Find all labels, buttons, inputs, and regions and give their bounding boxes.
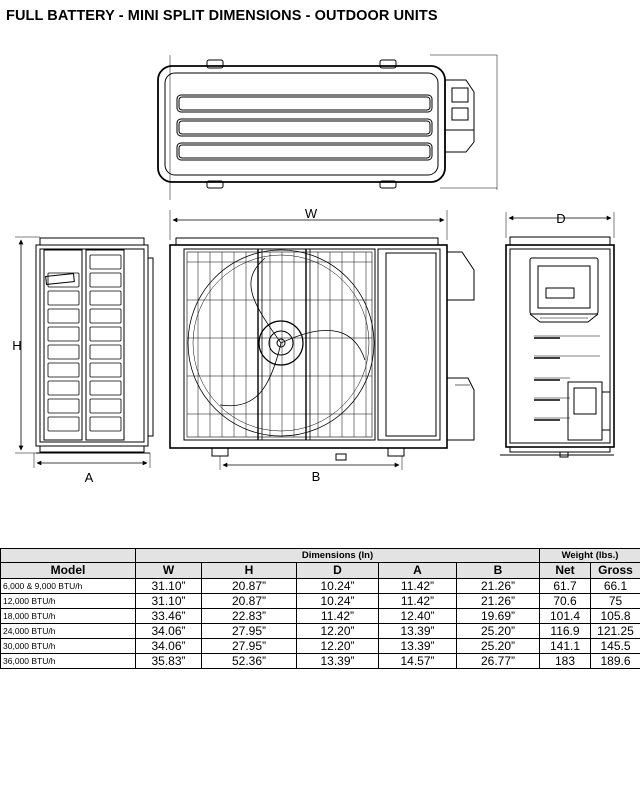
cell-a: 11.42”	[379, 594, 457, 609]
table-row	[1, 579, 640, 594]
dimensions-table	[0, 548, 640, 669]
cell-h: 27.95”	[202, 624, 297, 639]
cell-net: 61.7	[540, 579, 591, 594]
cell-net: 70.6	[540, 594, 591, 609]
dim-label-w: W	[304, 206, 318, 221]
cell-b: 21.26”	[457, 594, 540, 609]
cell-d: 12.20”	[297, 639, 379, 654]
column-header-b: B	[457, 563, 540, 579]
dim-label-h: H	[12, 338, 22, 353]
cell-a: 13.39”	[379, 624, 457, 639]
cell-model: 36,000 BTU/h	[1, 654, 136, 669]
column-header-h: H	[202, 563, 297, 579]
cell-w: 35.83”	[136, 654, 202, 669]
cell-d: 11.42”	[297, 609, 379, 624]
cell-gross: 145.5	[591, 639, 640, 654]
right-side-view	[500, 212, 614, 457]
cell-model: 24,000 BTU/h	[1, 624, 136, 639]
cell-b: 21.26”	[457, 579, 540, 594]
cell-model: 30,000 BTU/h	[1, 639, 136, 654]
cell-b: 19.69”	[457, 609, 540, 624]
cell-h: 52.36”	[202, 654, 297, 669]
cell-b: 25.20”	[457, 639, 540, 654]
table-row	[1, 624, 640, 639]
cell-a: 13.39”	[379, 639, 457, 654]
cell-net: 101.4	[540, 609, 591, 624]
left-side-view	[15, 237, 153, 468]
table-row	[1, 654, 640, 669]
cell-h: 27.95”	[202, 639, 297, 654]
cell-net: 183	[540, 654, 591, 669]
table-corner	[1, 549, 136, 563]
cell-h: 22.83”	[202, 609, 297, 624]
cell-gross: 75	[591, 594, 640, 609]
cell-b: 26.77”	[457, 654, 540, 669]
cell-w: 33.46”	[136, 609, 202, 624]
cell-d: 13.39”	[297, 654, 379, 669]
cell-gross: 66.1	[591, 579, 640, 594]
page-title: FULL BATTERY - MINI SPLIT DIMENSIONS - OUTDOOR UNITS	[6, 8, 438, 24]
table-row	[1, 609, 640, 624]
cell-net: 141.1	[540, 639, 591, 654]
cell-model: 12,000 BTU/h	[1, 594, 136, 609]
table-row	[1, 594, 640, 609]
dim-label-b: B	[311, 469, 321, 484]
cell-net: 116.9	[540, 624, 591, 639]
column-header-w: W	[136, 563, 202, 579]
column-header-d: D	[297, 563, 379, 579]
cell-h: 20.87”	[202, 579, 297, 594]
column-header-model: Model	[1, 563, 136, 579]
cell-a: 14.57”	[379, 654, 457, 669]
cell-d: 10.24”	[297, 594, 379, 609]
cell-d: 10.24”	[297, 579, 379, 594]
cell-a: 11.42”	[379, 579, 457, 594]
cell-a: 12.40”	[379, 609, 457, 624]
cell-gross: 121.25	[591, 624, 640, 639]
dim-label-d: D	[556, 211, 566, 226]
cell-w: 31.10”	[136, 579, 202, 594]
top-view	[158, 55, 497, 200]
cell-gross: 105.8	[591, 609, 640, 624]
column-header-a: A	[379, 563, 457, 579]
dim-label-a: A	[84, 470, 94, 485]
weight-group-header: Weight (lbs.)	[540, 549, 640, 563]
cell-gross: 189.6	[591, 654, 640, 669]
front-view	[170, 210, 474, 470]
cell-h: 20.87”	[202, 594, 297, 609]
column-header-gross: Gross	[591, 563, 640, 579]
table-row	[1, 639, 640, 654]
cell-b: 25.20”	[457, 624, 540, 639]
cell-w: 34.06”	[136, 624, 202, 639]
cell-model: 18,000 BTU/h	[1, 609, 136, 624]
cell-model: 6,000 & 9,000 BTU/h	[1, 579, 136, 594]
cell-w: 34.06”	[136, 639, 202, 654]
cell-w: 31.10”	[136, 594, 202, 609]
dimensions-group-header: Dimensions (In)	[136, 549, 540, 563]
column-header-net: Net	[540, 563, 591, 579]
cell-d: 12.20”	[297, 624, 379, 639]
